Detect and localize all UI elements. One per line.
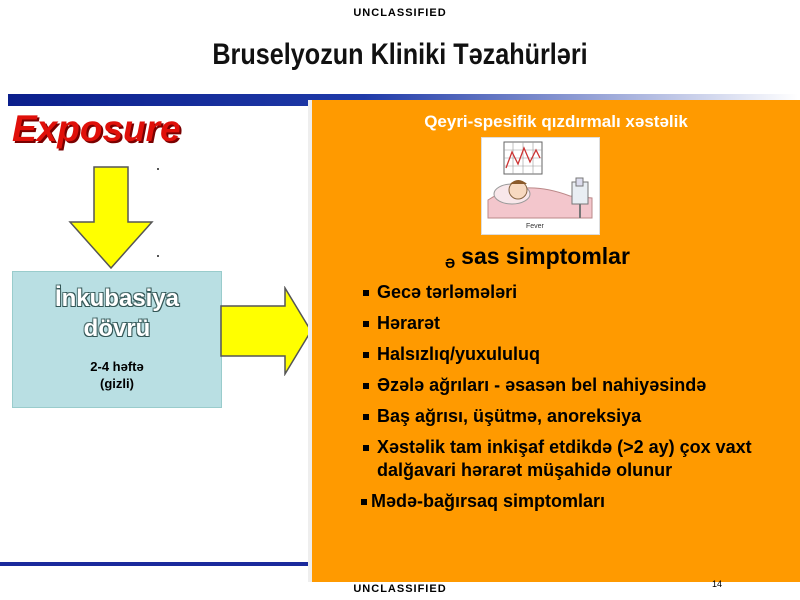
fever-illustration	[481, 137, 600, 235]
fever-patient-icon	[482, 138, 599, 234]
right-arrow-icon	[219, 286, 313, 376]
incubation-box	[12, 271, 222, 408]
panel-heading: Qeyri-spesifik qızdırmalı xəstəlik	[424, 112, 688, 131]
main-title-mark: Ə	[445, 255, 456, 271]
incubation-duration	[13, 358, 221, 392]
incubation-note: (gizli)	[100, 376, 134, 391]
main-title-text: sas simptomlar	[461, 243, 630, 269]
symptom-list	[359, 281, 794, 521]
decor-dot	[157, 255, 159, 257]
symptom-item: Gecə tərləmələri	[359, 281, 794, 304]
down-arrow-icon	[68, 165, 154, 270]
incubation-duration-value: 2-4 həftə	[90, 359, 144, 374]
symptom-item: Mədə-bağırsaq simptomları	[359, 490, 794, 513]
symptom-item: Xəstəlik tam inkişaf etdikdə (>2 ay) çox vaxt dalğavari hərarət müşahidə olunur	[359, 436, 794, 482]
page-number: 14	[712, 579, 723, 589]
classification-banner-top: UNCLASSIFIED	[353, 7, 447, 19]
incubation-title-line2: dövrü	[83, 315, 151, 342]
symptom-item: Əzələ ağrıları - əsasən bel nahiyəsində	[359, 374, 794, 397]
classification-banner-bottom: UNCLASSIFIED	[353, 583, 447, 595]
symptom-item: Halsızlıq/yuxululuq	[359, 343, 794, 366]
fever-caption	[526, 223, 545, 230]
fever-caption-text: Fever	[526, 223, 544, 230]
symptom-item: Hərarət	[359, 312, 794, 335]
slide-title: Bruselyozun Kliniki Təzahürləri	[212, 38, 588, 71]
incubation-title	[13, 284, 221, 344]
exposure-label: Exposure	[12, 108, 181, 149]
symptom-item: Baş ağrısı, üşütmə, anoreksiya	[359, 405, 794, 428]
incubation-title-line1: İnkubasiya	[54, 285, 180, 312]
decor-dot	[157, 168, 159, 170]
main-symptoms-title	[445, 243, 630, 271]
